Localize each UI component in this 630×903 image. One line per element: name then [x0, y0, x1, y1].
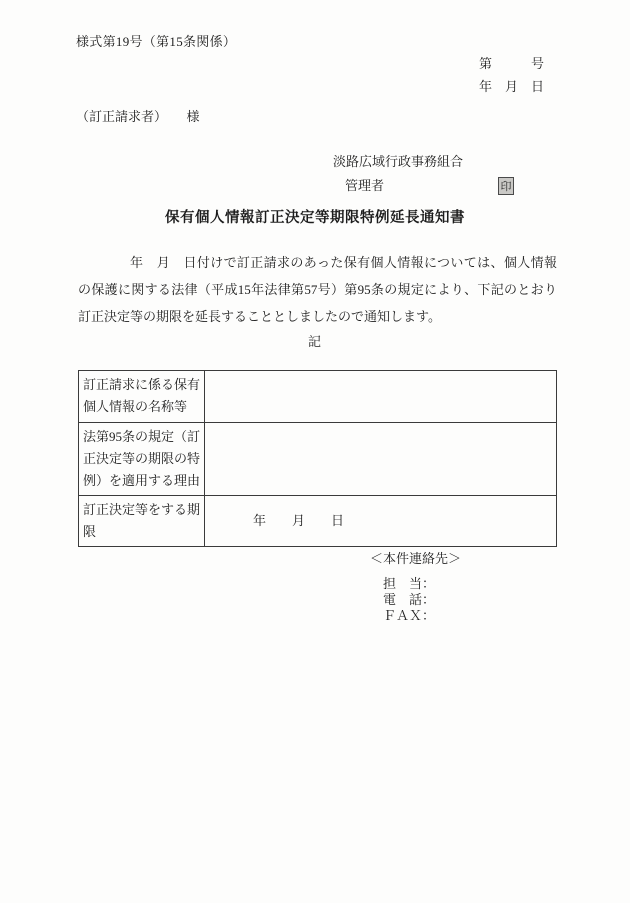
doc-number-line: 第 号	[478, 56, 544, 71]
issuer-org: 淡路広域行政事務組合	[333, 154, 464, 169]
seal-mark: 印	[498, 177, 514, 195]
body-paragraph: 年 月 日付けで訂正請求のあった保有個人情報については、個人情報の保護に関する法律（平成15年法律第57号）第95条の規定により、下記のとおり訂正決定等の期限を延長することとしましたので通知します。	[78, 255, 557, 324]
doc-date-line: 年 月 日	[478, 79, 544, 94]
contact-line-phone: 電 話：	[383, 592, 436, 607]
row-value-deadline: 年 月 日	[205, 496, 557, 547]
table-row-reason	[79, 423, 557, 496]
doc-number-block	[479, 52, 544, 98]
row-label-reason: 法第95条の規定（訂正決定等の期限の特例）を適用する理由	[79, 423, 205, 496]
issuer-block	[333, 150, 514, 197]
addressee: （訂正請求者） 様	[76, 109, 200, 124]
row-value-name	[205, 371, 557, 423]
contact-line-fax: ＦＡＸ：	[383, 608, 436, 623]
form-number: 様式第19号（第15条関係）	[76, 34, 237, 49]
contact-header: ＜本件連絡先＞	[370, 551, 462, 566]
issuer-role: 管理者	[345, 178, 385, 193]
table-row-name	[79, 371, 557, 423]
row-value-reason	[205, 423, 557, 496]
form-table	[78, 370, 557, 547]
row-label-deadline: 訂正決定等をする期限	[79, 496, 205, 547]
record-marker: 記	[307, 334, 322, 349]
table-row-deadline	[79, 496, 557, 547]
contact-block	[370, 550, 461, 624]
contact-lines	[370, 576, 461, 624]
issuer-role-line	[333, 174, 514, 197]
document-title: 保有個人情報訂正決定等期限特例延長通知書	[165, 210, 465, 226]
contact-line-person: 担 当：	[383, 576, 436, 591]
row-label-name: 訂正請求に係る保有個人情報の名称等	[79, 371, 205, 423]
